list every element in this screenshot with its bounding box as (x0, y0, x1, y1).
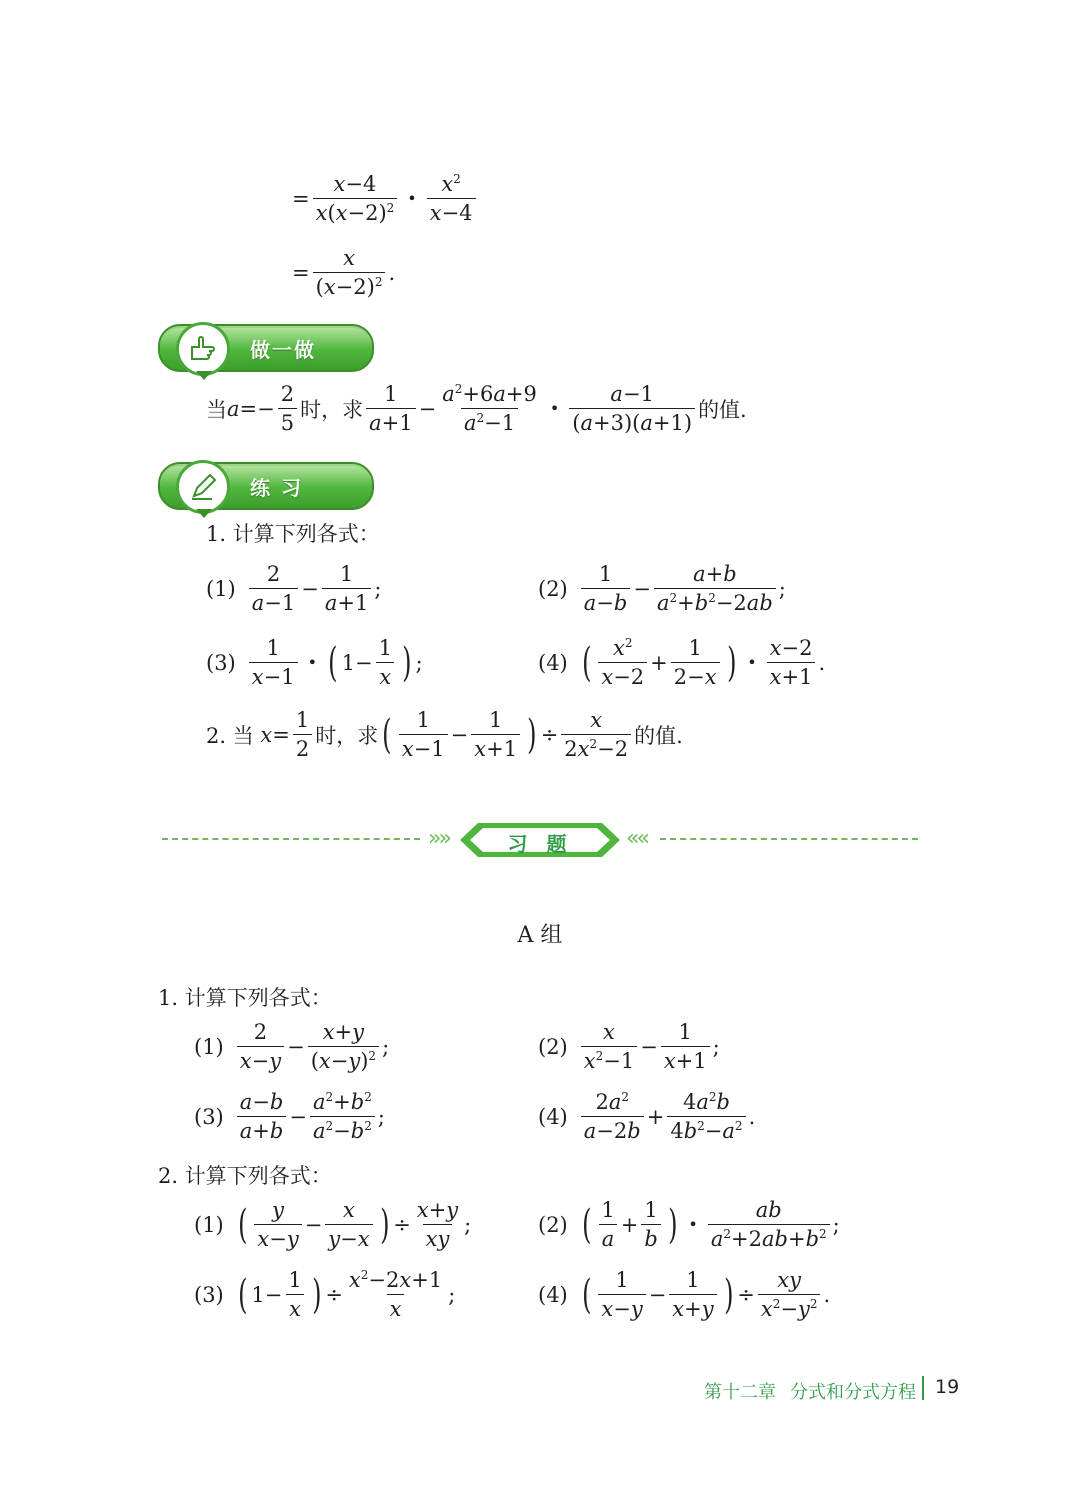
divider-left (162, 838, 420, 840)
group-title: A 组 (517, 923, 563, 948)
practice-item-1: (1) $\frac{2}{a-1}$ − $\frac{1}{a+1}$ ; (206, 562, 382, 616)
equals-sign: = (292, 186, 310, 211)
pencil-icon (176, 460, 230, 514)
A1-item-2: (2) $\frac{x}{x^2-1}$ − $\frac{1}{x+1}$ ; (538, 1020, 720, 1074)
chevron-right-icon: »» (428, 826, 449, 851)
A1-item-4: (4) $\frac{2a^2}{a-2b}$ + $\frac{4a^2b}{4b^2-a^2}$ . (538, 1090, 756, 1144)
pointing-hand-icon (176, 322, 230, 376)
A1-item-1: (1) $\frac{2}{x-y}$ − $\frac{x+y}{(x-y)^2}$ ; (194, 1020, 390, 1074)
footer-chapter: 第十二章 (704, 1382, 776, 1403)
chevron-left-icon: «« (626, 826, 647, 851)
activity-problem: 当 a =− $\frac{2}{5}$ 时，求 $\frac{1}{a+1}$ − $\frac{a^2+6a+9}{a^2-1}$ • $\frac{a-1}{(a+3)(a+1)}$ 的值. (206, 382, 747, 436)
practice-item-3: (3) $\frac{1}{x-1}$ • ( 1− $\frac{1}{x}$ ) ; (206, 636, 423, 690)
A2-item-2: (2) ( $\frac{1}{a}$ + $\frac{1}{b}$ ) • $\frac{ab}{a^2+2ab+b^2}$ ; (538, 1198, 840, 1252)
practice-q1: 1. 计算下列各式： (206, 522, 380, 546)
A2-item-4: (4) ( $\frac{1}{x-y}$ − $\frac{1}{x+y}$ ) ÷ $\frac{xy}{x^2-y^2}$ . (538, 1268, 831, 1322)
fraction: $\frac{x}{(x-2)^2}$ (313, 246, 386, 299)
A-q2: 2. 计算下列各式： (158, 1164, 332, 1188)
activity-banner-label: 做一做 (250, 338, 316, 362)
step-line-1: = $\frac{x-4}{x(x-2)^2}$ • $\frac{x^2}{x-4}$ (292, 172, 479, 225)
A2-item-3: (3) ( 1− $\frac{1}{x}$ ) ÷ $\frac{x^2-2x+1}{x}$ ; (194, 1268, 456, 1322)
practice-item-4: (4) ( $\frac{x^2}{x-2}$ + $\frac{1}{2-x}$ ) • $\frac{x-2}{x+1}$ . (538, 636, 826, 690)
exercise-header-label: 习 题 (507, 832, 573, 856)
page-number: 19 (935, 1376, 960, 1398)
practice-item-2: (2) $\frac{1}{a-b}$ − $\frac{a+b}{a^2+b^2-2ab}$ ; (538, 562, 786, 616)
equals-sign: = (292, 260, 310, 285)
divider-right (660, 838, 918, 840)
fraction: $\frac{x-4}{x(x-2)^2}$ (313, 172, 398, 225)
fraction: $\frac{x^2}{x-4}$ (427, 172, 476, 225)
step-line-2: = $\frac{x}{(x-2)^2}$ . (292, 246, 396, 300)
footer-divider (922, 1376, 924, 1400)
practice-banner (158, 462, 374, 510)
A-q1: 1. 计算下列各式： (158, 986, 332, 1010)
A2-item-1: (1) ( $\frac{y}{x-y}$ − $\frac{x}{y-x}$ ) ÷ $\frac{x+y}{xy}$ ; (194, 1198, 472, 1252)
A1-item-3: (3) $\frac{a-b}{a+b}$ − $\frac{a^2+b^2}{a^2-b^2}$ ; (194, 1090, 385, 1144)
footer-title: 分式和分式方程 (790, 1382, 916, 1403)
activity-banner (158, 324, 374, 372)
practice-banner-label: 练 习 (250, 476, 303, 500)
practice-q2: 2. 当 x = $\frac{1}{2}$ 时，求 ( $\frac{1}{x-1}$ − $\frac{1}{x+1}$ ) ÷ $\frac{x}{2x^2-2}$ 的值. (206, 708, 683, 762)
